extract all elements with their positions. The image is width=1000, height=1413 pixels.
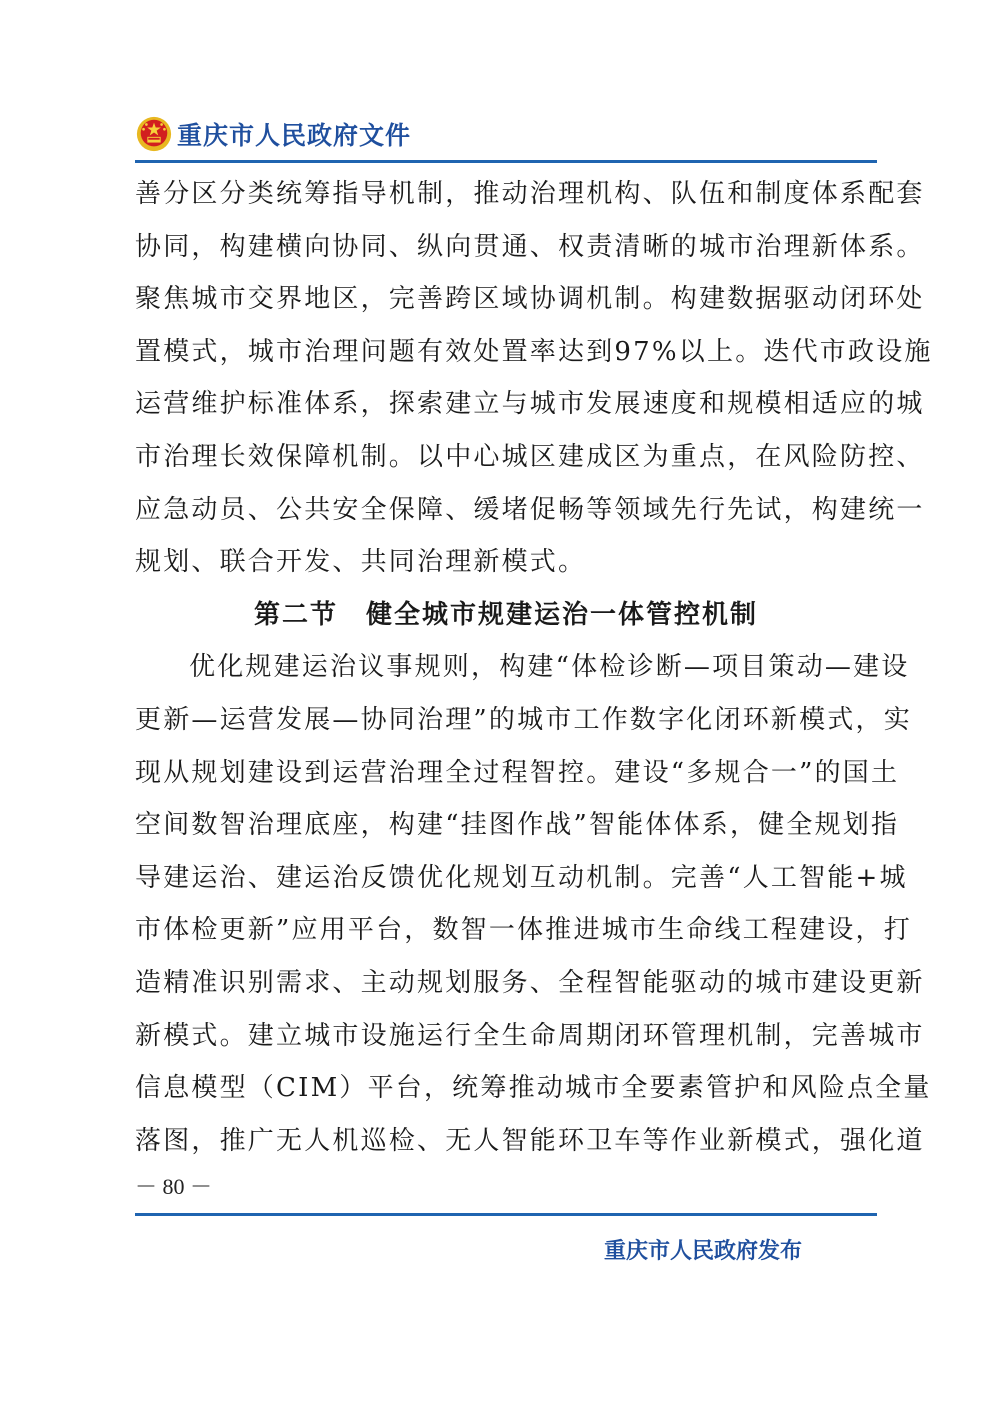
- header-title: 重庆市人民政府文件: [177, 121, 412, 150]
- section-line: 更新—运营发展—协同治理”的城市工作数字化闭环新模式，实: [135, 704, 912, 735]
- body-line: 规划、联合开发、共同治理新模式。: [135, 547, 587, 578]
- body-line: 聚焦城市交界地区，完善跨区域协调机制。构建数据驱动闭环处: [135, 284, 925, 315]
- section-line: 新模式。建立城市设施运行全生命周期闭环管理机制，完善城市: [135, 1020, 925, 1051]
- body-line: 运营维护标准体系，探索建立与城市发展速度和规模相适应的城: [135, 389, 925, 420]
- footer-rule: [135, 1213, 877, 1216]
- header-rule: [135, 160, 877, 163]
- footer-publisher: 重庆市人民政府发布: [604, 1239, 803, 1264]
- national-emblem-icon: [135, 115, 173, 153]
- section-line: 导建运治、建运治反馈优化规划互动机制。完善“人工智能+城: [135, 862, 908, 893]
- section-heading: 第二节 健全城市规建运治一体管控机制: [253, 599, 758, 630]
- body-line: 置模式，城市治理问题有效处置率达到97%以上。迭代市政设施: [135, 336, 933, 367]
- section-line: 落图，推广无人机巡检、无人智能环卫车等作业新模式，强化道: [135, 1125, 925, 1156]
- document-header: [135, 112, 877, 156]
- section-line: 造精准识别需求、主动规划服务、全程智能驱动的城市建设更新: [135, 967, 925, 998]
- body-line: 应急动员、公共安全保障、缓堵促畅等领域先行先试，构建统一: [135, 494, 925, 525]
- page-number: － 80 －: [135, 1174, 213, 1199]
- body-text: [135, 168, 933, 1167]
- body-line: 协同，构建横向协同、纵向贯通、权责清晰的城市治理新体系。: [135, 231, 925, 262]
- body-line: 善分区分类统筹指导机制，推动治理机构、队伍和制度体系配套: [135, 179, 925, 209]
- section-line: 信息模型（CIM）平台，统筹推动城市全要素管护和风险点全量: [135, 1073, 932, 1104]
- section-line: 空间数智治理底座，构建“挂图作战”智能体体系，健全规划指: [135, 810, 900, 841]
- body-line: 市治理长效保障机制。以中心城区建成区为重点，在风险防控、: [135, 441, 925, 472]
- section-line: 优化规建运治议事规则，构建“体检诊断—项目策动—建设: [189, 652, 910, 683]
- section-line: 市体检更新”应用平台，数智一体推进城市生命线工程建设，打: [135, 915, 912, 946]
- section-line: 现从规划建设到运营治理全过程智控。建设“多规合一”的国土: [135, 757, 900, 788]
